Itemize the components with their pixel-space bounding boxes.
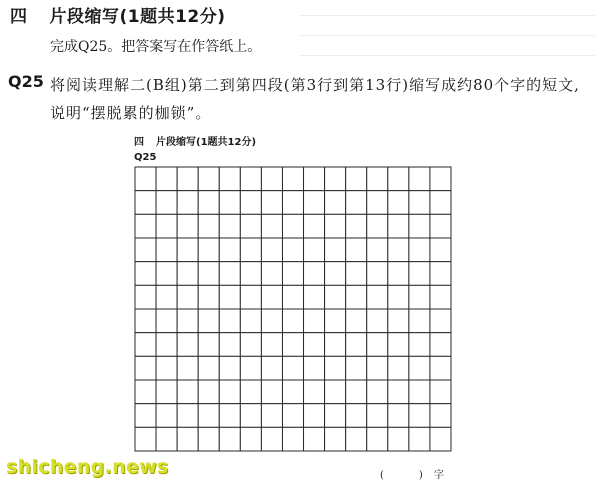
grid-cell[interactable]: [261, 427, 282, 451]
grid-cell[interactable]: [409, 333, 430, 357]
section-heading: [10, 2, 226, 27]
grid-cell[interactable]: [304, 309, 325, 333]
grid-cell[interactable]: [367, 309, 388, 333]
grid-cell[interactable]: [388, 167, 409, 191]
grid-cell[interactable]: [430, 285, 451, 309]
grid-cell[interactable]: [325, 191, 346, 215]
grid-cell[interactable]: [388, 380, 409, 404]
grid-cell[interactable]: [282, 404, 303, 428]
grid-cell[interactable]: [325, 404, 346, 428]
grid-cell[interactable]: [304, 333, 325, 357]
grid-cell[interactable]: [198, 427, 219, 451]
grid-cell[interactable]: [156, 262, 177, 286]
grid-cell[interactable]: [367, 285, 388, 309]
grid-cell[interactable]: [430, 333, 451, 357]
grid-cell[interactable]: [135, 356, 156, 380]
grid-cell[interactable]: [430, 262, 451, 286]
grid-cell[interactable]: [156, 380, 177, 404]
grid-cell[interactable]: [325, 309, 346, 333]
grid-cell[interactable]: [135, 191, 156, 215]
grid-cell[interactable]: [367, 214, 388, 238]
grid-cell[interactable]: [198, 285, 219, 309]
grid-cell[interactable]: [325, 380, 346, 404]
grid-cell[interactable]: [409, 356, 430, 380]
instruction-text: 完成Q25。把答案写在作答纸上。: [50, 39, 262, 55]
grid-cell[interactable]: [367, 333, 388, 357]
grid-cell[interactable]: [409, 167, 430, 191]
grid-cell[interactable]: [346, 333, 367, 357]
grid-cell[interactable]: [261, 238, 282, 262]
grid-cell[interactable]: [198, 356, 219, 380]
grid-cell[interactable]: [177, 333, 198, 357]
grid-cell[interactable]: [346, 309, 367, 333]
grid-cell[interactable]: [430, 404, 451, 428]
grid-cell[interactable]: [388, 309, 409, 333]
grid-cell[interactable]: [135, 309, 156, 333]
grid-cell[interactable]: [240, 404, 261, 428]
grid-cell[interactable]: [282, 380, 303, 404]
grid-cell[interactable]: [282, 191, 303, 215]
grid-cell[interactable]: [156, 356, 177, 380]
grid-cell[interactable]: [282, 333, 303, 357]
grid-cell[interactable]: [409, 380, 430, 404]
grid-cell[interactable]: [282, 427, 303, 451]
grid-cell[interactable]: [282, 214, 303, 238]
grid-cell[interactable]: [367, 262, 388, 286]
faint-back-page-text: [300, 10, 595, 70]
grid-cell[interactable]: [409, 404, 430, 428]
grid-cell[interactable]: [304, 262, 325, 286]
grid-cell[interactable]: [304, 214, 325, 238]
grid-cell[interactable]: [282, 356, 303, 380]
grid-cell[interactable]: [282, 238, 303, 262]
grid-cell[interactable]: [219, 191, 240, 215]
grid-cell[interactable]: [367, 404, 388, 428]
grid-cell[interactable]: [198, 309, 219, 333]
grid-cell[interactable]: [325, 214, 346, 238]
grid-cell[interactable]: [261, 356, 282, 380]
grid-cell[interactable]: [430, 214, 451, 238]
grid-cell[interactable]: [346, 191, 367, 215]
grid-cell[interactable]: [388, 427, 409, 451]
grid-cell[interactable]: [367, 238, 388, 262]
grid-cell[interactable]: [261, 309, 282, 333]
grid-cell[interactable]: [156, 167, 177, 191]
grid-cell[interactable]: [177, 356, 198, 380]
grid-cell[interactable]: [325, 238, 346, 262]
grid-cell[interactable]: [367, 356, 388, 380]
grid-cell[interactable]: [367, 167, 388, 191]
grid-cell[interactable]: [135, 380, 156, 404]
grid-cell[interactable]: [388, 238, 409, 262]
grid-cell[interactable]: [346, 380, 367, 404]
grid-cell[interactable]: [367, 380, 388, 404]
section-title: 片段缩写(1题共12分): [49, 7, 226, 27]
answer-sheet-heading-title: 片段缩写(1题共12分): [156, 137, 257, 148]
grid-cell[interactable]: [135, 238, 156, 262]
grid-cell[interactable]: [198, 238, 219, 262]
grid-cell[interactable]: [240, 333, 261, 357]
grid-cell[interactable]: [346, 214, 367, 238]
grid-cell[interactable]: [304, 285, 325, 309]
grid-cell[interactable]: [346, 356, 367, 380]
grid-cell[interactable]: [261, 167, 282, 191]
grid-cell[interactable]: [177, 167, 198, 191]
grid-cell[interactable]: [388, 285, 409, 309]
grid-cell[interactable]: [282, 262, 303, 286]
grid-cell[interactable]: [177, 191, 198, 215]
grid-cell[interactable]: [430, 380, 451, 404]
grid-cell[interactable]: [219, 309, 240, 333]
grid-cell[interactable]: [409, 309, 430, 333]
grid-cell[interactable]: [219, 356, 240, 380]
grid-cell[interactable]: [177, 285, 198, 309]
grid-cell[interactable]: [388, 191, 409, 215]
grid-cell[interactable]: [135, 285, 156, 309]
answer-sheet-heading-number: 四: [134, 137, 144, 148]
grid-cell[interactable]: [156, 238, 177, 262]
grid-cell[interactable]: [430, 309, 451, 333]
grid-cell[interactable]: [304, 356, 325, 380]
grid-cell[interactable]: [261, 214, 282, 238]
grid-cell[interactable]: [388, 404, 409, 428]
grid-cell[interactable]: [240, 238, 261, 262]
grid-cell[interactable]: [177, 238, 198, 262]
grid-cell[interactable]: [198, 380, 219, 404]
section-number: 四: [10, 7, 28, 27]
grid-cell[interactable]: [409, 191, 430, 215]
grid-cell[interactable]: [409, 238, 430, 262]
grid-cell[interactable]: [198, 214, 219, 238]
grid-cell[interactable]: [240, 191, 261, 215]
grid-cell[interactable]: [156, 214, 177, 238]
grid-cell[interactable]: [325, 285, 346, 309]
grid-cell[interactable]: [177, 214, 198, 238]
grid-cell[interactable]: [198, 333, 219, 357]
grid-cell[interactable]: [304, 238, 325, 262]
grid-cell[interactable]: [388, 333, 409, 357]
grid-cell[interactable]: [388, 262, 409, 286]
grid-cell[interactable]: [156, 333, 177, 357]
watermark-logo: shicheng.news: [6, 456, 169, 478]
grid-cell[interactable]: [304, 404, 325, 428]
answer-sheet-question-label: Q25: [134, 152, 157, 163]
grid-cell[interactable]: [261, 191, 282, 215]
grid-cell[interactable]: [430, 191, 451, 215]
grid-cell[interactable]: [135, 333, 156, 357]
grid-cell[interactable]: [219, 214, 240, 238]
grid-cell[interactable]: [156, 427, 177, 451]
word-count-open: (: [380, 470, 385, 481]
grid-cell[interactable]: [198, 404, 219, 428]
grid-cell[interactable]: [367, 427, 388, 451]
grid-cell[interactable]: [388, 356, 409, 380]
grid-cell[interactable]: [135, 404, 156, 428]
grid-cell[interactable]: [325, 262, 346, 286]
word-count-unit: 字: [433, 470, 445, 481]
grid-cell[interactable]: [156, 285, 177, 309]
grid-cell[interactable]: [282, 285, 303, 309]
grid-cell[interactable]: [346, 285, 367, 309]
grid-cell[interactable]: [388, 214, 409, 238]
grid-cell[interactable]: [240, 167, 261, 191]
answer-grid[interactable]: [134, 166, 452, 452]
grid-cell[interactable]: [219, 167, 240, 191]
grid-cell[interactable]: [219, 285, 240, 309]
grid-cell[interactable]: [198, 191, 219, 215]
grid-cell[interactable]: [304, 167, 325, 191]
grid-cell[interactable]: [261, 333, 282, 357]
grid-cell[interactable]: [240, 262, 261, 286]
grid-cell[interactable]: [325, 427, 346, 451]
word-count-label: [380, 466, 445, 481]
grid-cell[interactable]: [135, 214, 156, 238]
grid-cell[interactable]: [346, 404, 367, 428]
grid-cell[interactable]: [177, 309, 198, 333]
grid-cell[interactable]: [240, 214, 261, 238]
grid-cell[interactable]: [282, 309, 303, 333]
grid-cell[interactable]: [156, 191, 177, 215]
grid-cell[interactable]: [346, 427, 367, 451]
grid-cell[interactable]: [198, 167, 219, 191]
grid-cell[interactable]: [177, 380, 198, 404]
grid-cell[interactable]: [261, 285, 282, 309]
grid-cell[interactable]: [177, 262, 198, 286]
grid-cell[interactable]: [219, 238, 240, 262]
question-label: Q25: [8, 72, 44, 91]
grid-cell[interactable]: [240, 380, 261, 404]
grid-cell[interactable]: [325, 356, 346, 380]
grid-cell[interactable]: [409, 214, 430, 238]
grid-cell[interactable]: [282, 167, 303, 191]
grid-cell[interactable]: [135, 167, 156, 191]
grid-cell[interactable]: [240, 309, 261, 333]
grid-cell[interactable]: [430, 167, 451, 191]
grid-cell[interactable]: [261, 404, 282, 428]
grid-cell[interactable]: [304, 380, 325, 404]
grid-cell[interactable]: [430, 356, 451, 380]
grid-cell[interactable]: [430, 238, 451, 262]
grid-cell[interactable]: [346, 238, 367, 262]
grid-cell[interactable]: [304, 427, 325, 451]
question-text: 将阅读理解二(B组)第二到第四段(第3行到第13行)缩写成约80个字的短文,说明“摆脱累的枷锁”。: [50, 76, 580, 122]
grid-cell[interactable]: [430, 427, 451, 451]
grid-cell[interactable]: [346, 262, 367, 286]
grid-cell[interactable]: [409, 262, 430, 286]
grid-cell[interactable]: [325, 167, 346, 191]
grid-cell[interactable]: [177, 427, 198, 451]
word-count-close: ): [418, 470, 424, 481]
grid-cell[interactable]: [177, 404, 198, 428]
grid-cell[interactable]: [135, 427, 156, 451]
grid-cell[interactable]: [219, 404, 240, 428]
grid-cell[interactable]: [219, 333, 240, 357]
grid-cell[interactable]: [367, 191, 388, 215]
grid-cell[interactable]: [198, 262, 219, 286]
grid-cell[interactable]: [156, 404, 177, 428]
grid-cell[interactable]: [346, 167, 367, 191]
grid-cell[interactable]: [219, 262, 240, 286]
grid-cell[interactable]: [219, 380, 240, 404]
grid-cell[interactable]: [325, 333, 346, 357]
grid-cell[interactable]: [261, 380, 282, 404]
grid-cell[interactable]: [156, 309, 177, 333]
grid-cell[interactable]: [304, 191, 325, 215]
grid-cell[interactable]: [409, 427, 430, 451]
grid-cell[interactable]: [219, 427, 240, 451]
grid-cell[interactable]: [409, 285, 430, 309]
grid-cell[interactable]: [240, 356, 261, 380]
grid-cell[interactable]: [240, 285, 261, 309]
answer-sheet-heading: [134, 133, 256, 148]
grid-cell[interactable]: [135, 262, 156, 286]
grid-cell[interactable]: [261, 262, 282, 286]
grid-cell[interactable]: [240, 427, 261, 451]
